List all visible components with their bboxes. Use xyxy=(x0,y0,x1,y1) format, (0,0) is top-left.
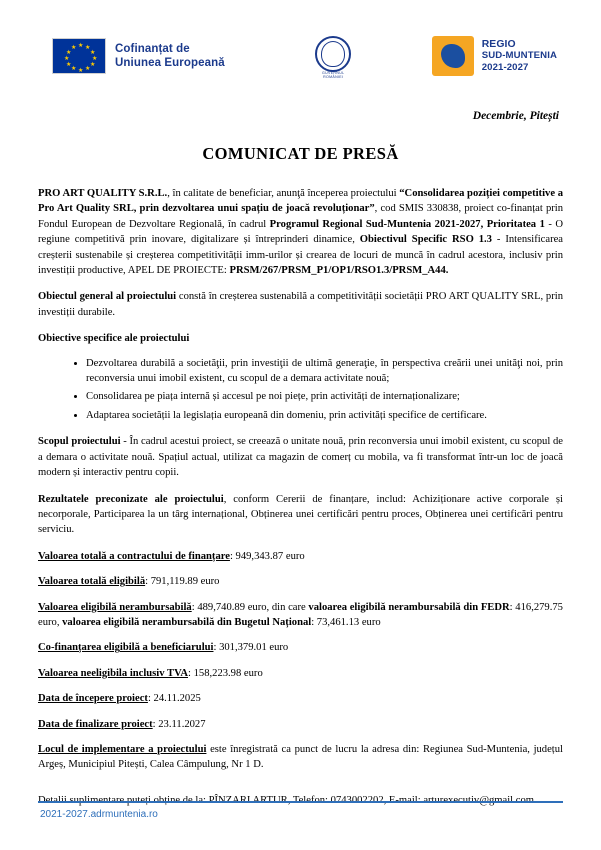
scope-paragraph xyxy=(38,434,563,480)
specific-objectives-list xyxy=(38,356,563,424)
fact-label-national-budget: valoarea eligibilă nerambursabilă din Bugetul Național xyxy=(62,616,312,628)
intro-text-2: , în calitate de beneficiar, anunţă începerea proiectului xyxy=(167,188,400,199)
results-paragraph xyxy=(38,492,563,538)
header-logo-bar xyxy=(38,24,563,82)
fact-value-national-budget: : 73,461.13 euro xyxy=(311,616,381,628)
intro-paragraph xyxy=(38,186,563,278)
intro-text-8: - Intensificarea creșterii sustenabile și creșterea competitivității imm-urilor și crearea de locuri de muncă în cadrul acestora, inclusiv prin investiții productive, APEL DE PROIECTE: xyxy=(38,234,564,277)
implementation-location-label: Locul de implementare a proiectului xyxy=(38,743,207,755)
fact-end-date xyxy=(38,717,563,732)
fact-value: : 24.11.2025 xyxy=(147,693,201,705)
fact-label: Data de începere proiect xyxy=(38,693,148,705)
regio-logo-line2: SUD-MUNTENIA xyxy=(481,50,557,62)
fact-value: : 301,379.01 euro xyxy=(213,642,289,654)
scope-text: - În cadrul acestui proiect, se creează o unitate nouă, prin reconversia unui imobil existent, cu scopul de a demara o activitate nouă. Spațiul actual, utilizat ca magazin de comerț cu mobila, va fi transformat într-un loc de joacă modern și interactiv pentru copii. xyxy=(38,436,563,479)
dateline: Decembrie, Pitești xyxy=(472,110,559,122)
romanian-government-seal-icon xyxy=(313,34,353,78)
list-item: • Adaptarea societății la legislația europeană din domeniu, prin activități specifice de certificare. xyxy=(86,408,563,423)
footer xyxy=(38,801,563,820)
fact-value-a: : 489,740.89 euro, din care xyxy=(191,601,309,613)
gov-logo-label: GUVERNUL ROMÂNIEI xyxy=(322,71,345,79)
fact-beneficiary-cofinancing xyxy=(38,640,563,655)
fact-label: Valoarea totală a contractului de finanțare xyxy=(38,550,230,562)
fact-label: Valoarea totală eligibilă xyxy=(38,576,146,588)
fact-ineligible-value-vat xyxy=(38,666,563,681)
programme-name: Programul Regional Sud-Muntenia 2021-2027, Prioritatea 1 xyxy=(269,218,545,230)
intro-text-6: - O regiune competitivă prin inovare, digitalizare și întreprinderi dinamice, xyxy=(38,218,563,246)
fact-start-date xyxy=(38,691,563,706)
results-label: Rezultatele preconizate ale proiectului xyxy=(38,493,224,505)
intro-text-4: , cod SMIS 330838, proiect co-finanțat prin Fondul European de Dezvoltare Regională, în cadrul xyxy=(38,203,564,230)
specific-objectives-heading-paragraph xyxy=(38,331,563,346)
implementation-location-paragraph xyxy=(38,742,563,773)
fact-value-fedr: : 416,279.75 euro, xyxy=(38,601,563,628)
general-objective-text: constă în creșterea sustenabilă a competitivității societății PRO ART QUALITY SRL, prin investiții durabile. xyxy=(38,291,563,318)
eu-logo-line1: Cofinanțat de xyxy=(115,43,190,55)
specific-objectives-heading: Obiective specifice ale proiectului xyxy=(38,333,190,345)
eu-flag-icon: ★ ★ ★ ★ ★ ★ ★ ★ ★ ★ ★ ★ xyxy=(52,38,106,74)
fact-value: : 949,343.87 euro xyxy=(229,550,305,562)
general-objective-paragraph xyxy=(38,289,563,320)
regio-logo-text xyxy=(482,39,557,74)
list-item: • Consolidarea pe piața internă și accesul pe noi piețe, prin activități de internaționalizare; xyxy=(86,389,563,404)
fact-label: Co-finanțarea eligibilă a beneficiarului xyxy=(38,642,214,654)
fact-total-eligible-value xyxy=(38,574,563,589)
regio-logo-line1: REGIO xyxy=(481,38,516,50)
fact-label: Valoarea neeligibila inclusiv TVA xyxy=(38,667,189,679)
general-objective-label: Obiectul general al proiectului xyxy=(38,291,177,303)
page-title: COMUNICAT DE PRESĂ xyxy=(202,144,399,163)
fact-value: : 791,119.89 euro xyxy=(145,576,220,588)
fact-non-reimbursable-eligible-value xyxy=(38,600,563,631)
scope-label: Scopul proiectului xyxy=(38,436,121,448)
project-title: “Consolidarea poziției competitive a Pro Art Quality SRL, prin dezvoltarea unui spațiu de joacă revoluționar” xyxy=(38,188,563,215)
company-name: PRO ART QUALITY S.R.L. xyxy=(38,188,168,199)
eu-cofinancing-logo xyxy=(52,38,225,74)
footer-url[interactable]: 2021-2027.adrmuntenia.ro xyxy=(40,809,158,820)
eu-logo-line2: Uniunea Europeană xyxy=(115,57,225,69)
fact-value: : 158,223.98 euro xyxy=(188,667,263,679)
fact-total-contract-value xyxy=(38,549,563,564)
regio-sud-muntenia-logo-icon xyxy=(432,36,474,76)
results-text: , conform Cererii de finanțare, includ: Achiziționare active corporale și necorporale, Participarea la un târg internațional, Obținerea unei certificări pentru proces, Obținerea unei certificări pentru serviciu. xyxy=(38,493,563,536)
fact-label: Data de finalizare proiect xyxy=(38,718,153,730)
regio-sud-muntenia-logo xyxy=(432,36,557,76)
eu-logo-text xyxy=(115,42,225,70)
fact-label-fedr: valoarea eligibilă nerambursabilă din FEDR xyxy=(308,601,510,613)
list-item: • Dezvoltarea durabilă a societăţii, prin investiţii de ultimă generaţie, în perspectiva creării unei unităţi noi, prin reconversia unui imobil existent, cu scopul de a demara activitate nouă; xyxy=(86,356,563,387)
footer-divider xyxy=(38,801,563,803)
fact-value: : 23.11.2027 xyxy=(152,718,206,730)
specific-objective-code: Obiectivul Specific RSO 1.3 xyxy=(359,234,492,246)
fact-label: Valoarea eligibilă nerambursabilă xyxy=(38,601,192,613)
regio-logo-line3: 2021-2027 xyxy=(481,61,529,73)
call-code: PRSM/267/PRSM_P1/OP1/RSO1.3/PRSM_A44. xyxy=(229,265,449,277)
implementation-location-text: este înregistrată ca punct de lucru la adresa din: Regiunea Sud-Muntenia, județul Argeș, Municipiul Pitești, Calea Câmpulung, Nr 1 D. xyxy=(38,743,563,771)
